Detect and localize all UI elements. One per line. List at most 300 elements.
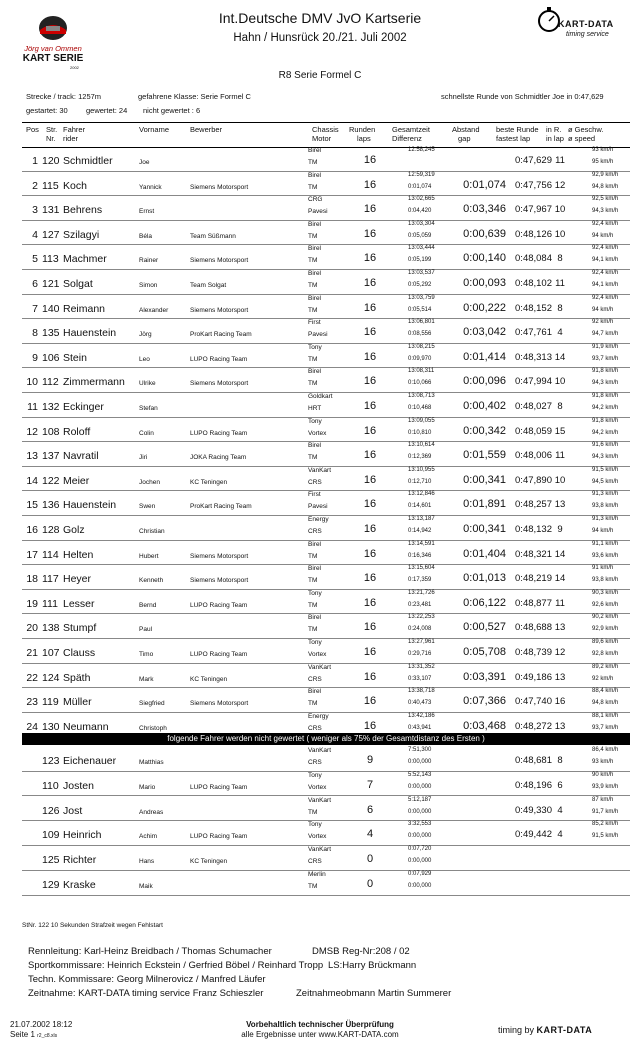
cell-fast: 0:48,102 [515, 278, 552, 289]
cell-first: Kenneth [139, 577, 164, 585]
cell-spd: 93,8 km/h [592, 577, 619, 584]
cell-chassis: Birel [308, 171, 322, 179]
cell-first: Jochen [139, 478, 160, 486]
cell-inlap: 10 [554, 204, 566, 216]
cell-rider: Josten [63, 779, 94, 792]
cell-entrant: JOKA Racing Team [190, 454, 247, 462]
cell-fast: 0:47,994 [515, 376, 552, 388]
cell-entrant: ProKart Racing Team [190, 503, 252, 511]
cell-entrant: Team Solgat [190, 282, 227, 289]
cell-total: 13:09,055 [408, 417, 435, 424]
cell-inlap: 14 [554, 573, 566, 585]
cell-motor: Vortex [308, 833, 327, 841]
cell-entrant: LUPO Racing Team [190, 429, 248, 437]
not-classified-count: nicht gewertet : 6 [143, 106, 201, 115]
cell-fast: 0:48,196 [515, 779, 552, 791]
cell-rider: Heyer [63, 573, 92, 586]
cell-total: 13:13,187 [408, 516, 435, 522]
table-row [22, 613, 630, 639]
table-row [22, 589, 630, 615]
cell-first: Christian [139, 528, 165, 535]
cell-gap: 0:03,346 [463, 203, 506, 216]
cell-motor: Pavesi [308, 208, 328, 216]
cell-total: 13:21,726 [408, 589, 435, 596]
cell-avg: 88,4 km/h [592, 688, 619, 695]
cell-spd: 94,1 km/h [592, 257, 619, 264]
cell-laps: 16 [363, 646, 377, 658]
results-link: alle Ergebnisse unter www.KART-DATA.com [241, 1030, 399, 1039]
cell-entrant: KC Teningen [190, 675, 228, 683]
cell-motor: Vortex [308, 429, 327, 437]
cell-pos: 3 [32, 204, 38, 217]
cell-nr: 117 [42, 573, 59, 586]
cell-rider: Kraske [63, 879, 96, 891]
cell-avg: 92,5 km/h [592, 196, 619, 203]
cell-motor: CRS [308, 675, 322, 683]
cell-nr: 106 [42, 351, 60, 364]
cell-laps: 16 [363, 473, 377, 486]
cell-chassis: VanKart [308, 796, 332, 804]
cell-gap: 0:01,559 [463, 449, 506, 462]
cell-gap: 0:01,074 [463, 178, 506, 191]
cell-laps: 16 [363, 572, 377, 585]
cell-laps: 16 [363, 178, 377, 191]
cell-pos: 17 [26, 548, 38, 561]
cell-chassis: Energy [308, 516, 329, 523]
cell-pos: 15 [26, 499, 38, 512]
cell-motor: TM [308, 577, 318, 585]
cell-avg: 91,8 km/h [592, 417, 619, 424]
cell-inlap: 12 [554, 179, 566, 191]
timekeeping: Zeitnahme: KART-DATA timing service Franz Schieszler [28, 988, 264, 999]
cell-total: 13:06,801 [408, 319, 435, 326]
cell-gap: 0:01,891 [463, 498, 506, 511]
cell-fast: 0:48,219 [515, 573, 552, 585]
cell-avg: 91,3 km/h [592, 516, 619, 522]
cell-chassis: VanKart [308, 846, 332, 854]
cell-nr: 113 [42, 253, 59, 266]
cell-chassis: VanKart [308, 466, 332, 474]
cell-gap: 0:00,639 [463, 227, 506, 240]
cell-inlap: 16 [554, 696, 566, 708]
cell-inlap: 8 [557, 755, 563, 766]
cell-laps: 16 [363, 424, 377, 437]
cell-nr: 107 [42, 647, 60, 659]
cell-pos: 4 [32, 228, 38, 241]
cell-chassis: Tony [308, 771, 322, 779]
cell-first: Swen [139, 503, 156, 511]
cell-gap: 0:00,402 [463, 400, 506, 412]
cell-chassis: Birel [308, 688, 322, 696]
cell-avg: 89,6 km/h [592, 639, 619, 645]
cell-rider: Clauss [63, 647, 96, 659]
cell-first: Leo [139, 355, 150, 363]
cell-spd: 93,6 km/h [592, 552, 619, 559]
cell-fast: 0:47,761 [515, 327, 552, 339]
cell-nr: 125 [42, 854, 60, 867]
timing-brand: KART-DATA [536, 1025, 593, 1035]
cell-nr: 137 [42, 450, 60, 463]
cell-first: Maik [139, 883, 153, 890]
cell-rider: Stein [63, 351, 87, 364]
cell-total: 13:12,846 [408, 491, 435, 498]
cell-fast: 0:48,084 [515, 253, 552, 265]
cell-spd: 91,5 km/h [592, 833, 619, 840]
cell-rider: Neumann [63, 720, 109, 733]
cell-nr: 114 [42, 548, 59, 561]
col-first: Vorname [139, 125, 170, 134]
cell-diff: 0:14,942 [408, 528, 432, 534]
cell-pos: 10 [26, 376, 38, 389]
cell-pos: 20 [26, 622, 38, 635]
cell-avg: 92,9 km/h [592, 171, 619, 178]
cell-pos: 8 [32, 327, 38, 340]
cell-first: Ernst [139, 208, 155, 216]
col-inlap: in R. in lap [546, 125, 564, 143]
cell-chassis: Tony [308, 821, 322, 829]
cell-total: 5:12,187 [408, 796, 432, 803]
cell-first: Siegfried [139, 700, 165, 708]
cell-gap: 0:00,140 [463, 252, 506, 265]
cell-motor: CRS [308, 724, 322, 732]
cell-nr: 140 [42, 302, 60, 315]
cell-nr: 138 [42, 622, 60, 635]
cell-avg: 91,1 km/h [592, 540, 619, 547]
cell-rider: Helten [63, 548, 94, 561]
cell-motor: TM [308, 232, 318, 240]
cell-nr: 136 [42, 499, 60, 512]
started-count: gestartet: 30 [26, 106, 68, 115]
cell-fast: 0:48,027 [515, 401, 552, 412]
cell-laps: 16 [363, 203, 377, 216]
print-date: 21.07.2002 18:12 [10, 1020, 73, 1029]
cell-fast: 0:47,890 [515, 474, 552, 486]
cell-diff: 0:00,000 [408, 858, 432, 865]
cell-motor: TM [308, 183, 318, 191]
cell-chassis: Tony [308, 589, 322, 597]
class-driven: gefahrene Klasse: Serie Formel C [138, 92, 251, 101]
cell-inlap: 13 [554, 720, 566, 732]
cell-chassis: Birel [308, 540, 322, 548]
cell-avg: 91 km/h [592, 565, 614, 572]
cell-chassis: Birel [308, 442, 322, 450]
cell-chassis: CRG [308, 196, 323, 204]
cell-nr: 111 [42, 597, 58, 610]
cell-spd: 93,8 km/h [592, 503, 619, 510]
page-title: Int.Deutsche DMV JvO Kartserie [218, 10, 422, 26]
col-total: Gesamtzeit Differenz [392, 125, 430, 143]
cell-entrant: Siemens Motorsport [190, 577, 249, 585]
cell-spd: 94 km/h [592, 306, 614, 313]
cell-inlap: 8 [557, 401, 563, 412]
cell-first: Stefan [139, 405, 158, 412]
cell-avg: 86,4 km/h [592, 747, 619, 753]
cell-nr: 130 [42, 720, 60, 733]
technical-stewards: Techn. Kommissare: Georg Milnerovicz / Manfred Läufer [28, 974, 266, 985]
cell-rider: Müller [63, 696, 92, 709]
cell-laps: 9 [366, 754, 374, 766]
cell-spd: 94 km/h [592, 528, 614, 534]
cell-nr: 119 [42, 696, 59, 709]
cell-entrant: Siemens Motorsport [190, 552, 249, 560]
cell-first: Bernd [139, 601, 157, 609]
cell-fast: 0:48,257 [515, 499, 552, 511]
cell-diff: 0:05,059 [408, 232, 432, 239]
cell-diff: 0:40,473 [408, 700, 432, 707]
cell-inlap: 10 [554, 376, 566, 388]
cell-diff: 0:05,514 [408, 306, 432, 313]
cell-avg: 90 km/h [592, 771, 614, 778]
cell-spd: 94 km/h [592, 232, 614, 239]
table-row [22, 466, 630, 492]
cell-first: Jörg [139, 331, 152, 339]
cell-avg: 92,4 km/h [592, 294, 619, 301]
logo-name: Jörg van Ommen [24, 44, 82, 53]
cell-entrant: Siemens Motorsport [190, 257, 249, 265]
cell-motor: TM [308, 808, 318, 816]
cell-first: Alexander [139, 306, 169, 314]
cell-motor: CRS [308, 528, 322, 535]
cell-inlap: 14 [554, 548, 566, 560]
cell-nr: 132 [42, 401, 60, 413]
col-rider: Fahrer rider [63, 125, 86, 143]
cell-entrant: Siemens Motorsport [190, 700, 249, 708]
cell-spd: 92,9 km/h [592, 626, 619, 633]
cell-chassis: Tony [308, 639, 322, 646]
footer-brand [498, 1025, 592, 1035]
cell-gap: 0:03,468 [463, 719, 506, 732]
col-entrant: Bewerber [190, 125, 223, 134]
cell-rider: Richter [63, 854, 97, 867]
cell-motor: CRS [308, 759, 322, 766]
cell-laps: 16 [363, 547, 377, 560]
cell-first: Colin [139, 429, 154, 437]
cell-gap: 0:03,391 [463, 670, 506, 683]
cell-total: 13:02,665 [408, 196, 435, 203]
cell-spd: 95 km/h [592, 159, 614, 165]
cell-nr: 135 [42, 327, 60, 340]
kart-data-brand: KART-DATA [558, 19, 614, 29]
cell-chassis: Tony [308, 417, 322, 425]
cell-fast: 0:48,059 [515, 425, 552, 437]
cell-chassis: VanKart [308, 747, 332, 754]
cell-inlap: 13 [554, 622, 566, 634]
cell-laps: 7 [366, 778, 374, 791]
cell-chassis: Birel [308, 270, 322, 277]
cell-chassis: Birel [308, 294, 322, 302]
cell-spd: 94,8 km/h [592, 183, 619, 190]
cell-gap: 0:00,341 [463, 473, 506, 486]
cell-laps: 16 [363, 621, 377, 634]
cell-fast: 0:47,967 [515, 204, 552, 216]
cell-diff: 0:12,369 [408, 454, 432, 461]
cell-total: 3:32,553 [408, 821, 432, 828]
cell-fast: 0:48,272 [515, 720, 552, 732]
cell-motor: TM [308, 380, 318, 388]
cell-total: 0:07,720 [408, 846, 432, 853]
cell-diff: 0:43,941 [408, 724, 432, 731]
cell-gap: 0:00,096 [463, 375, 506, 388]
cell-inlap: 11 [555, 155, 565, 166]
cell-motor: TM [308, 159, 318, 166]
cell-motor: TM [308, 552, 318, 560]
cell-entrant: KC Teningen [190, 858, 228, 866]
cell-first: Yannick [139, 183, 162, 191]
cell-pos: 11 [27, 401, 38, 413]
col-laps: Runden laps [349, 125, 376, 143]
cell-motor: CRS [308, 858, 322, 866]
cell-rider: Hauenstein [63, 327, 117, 340]
cell-spd: 94,1 km/h [592, 282, 619, 288]
cell-first: Matthias [139, 759, 164, 766]
cell-inlap: 14 [554, 351, 566, 363]
cell-fast: 0:48,126 [515, 228, 552, 240]
cell-spd: 93 km/h [592, 759, 614, 765]
page-number: Seite 1 [10, 1030, 35, 1039]
table-row [22, 441, 630, 467]
track-length: Strecke / track: 1257m [26, 92, 102, 101]
cell-motor: TM [308, 454, 318, 462]
cell-spd: 94,3 km/h [592, 380, 619, 387]
cell-total: 13:03,304 [408, 220, 435, 227]
cell-avg: 92,4 km/h [592, 220, 619, 227]
cell-total: 13:31,352 [408, 663, 435, 670]
table-row [22, 318, 630, 344]
cell-fast: 0:48,688 [515, 622, 552, 634]
cell-first: Timo [139, 651, 154, 658]
cell-total: 12:58,245 [408, 147, 435, 153]
cell-gap: 0:00,222 [463, 301, 506, 314]
cell-entrant: KC Teningen [190, 478, 228, 486]
race-director: Rennleitung: Karl-Heinz Breidbach / Thomas Schumacher [28, 946, 272, 957]
cell-avg: 87 km/h [592, 796, 614, 803]
cell-total: 13:03,759 [408, 294, 435, 301]
cell-motor: TM [308, 601, 318, 609]
cell-diff: 0:09,970 [408, 355, 432, 362]
cell-pos: 13 [26, 450, 38, 463]
cell-nr: 121 [42, 278, 60, 290]
cell-first: Rainer [139, 257, 159, 265]
cell-total: 13:08,215 [408, 343, 435, 350]
cell-laps: 16 [363, 719, 377, 732]
cell-motor: Pavesi [308, 503, 328, 511]
not-classified-banner: folgende Fahrer werden nicht gewertet ( weniger als 75% der Gesamtdistanz des Ersten ) [22, 733, 630, 745]
cell-avg: 91,6 km/h [592, 442, 619, 449]
cell-first: Béla [139, 232, 153, 240]
cell-avg: 92 km/h [592, 319, 614, 326]
cell-chassis: First [308, 319, 321, 327]
cell-first: Achim [139, 833, 158, 841]
cell-motor: Vortex [308, 783, 327, 791]
cell-fast: 0:47,740 [515, 696, 552, 708]
cell-chassis: VanKart [308, 663, 332, 671]
cell-inlap: 10 [554, 228, 566, 240]
cell-nr: 122 [42, 474, 60, 487]
cell-laps: 16 [363, 670, 377, 683]
cell-pos: 1 [32, 155, 38, 167]
cell-avg: 85,2 km/h [592, 821, 619, 828]
table-row [22, 220, 630, 246]
cell-laps: 16 [363, 227, 377, 240]
cell-spd: 92,6 km/h [592, 601, 619, 608]
cell-gap: 0:07,366 [463, 695, 506, 708]
cell-laps: 0 [366, 878, 374, 890]
table-row [22, 540, 630, 566]
cell-nr: 128 [42, 524, 60, 536]
table-row [22, 845, 630, 871]
cell-avg: 88,1 km/h [592, 712, 619, 719]
cell-rider: Lesser [63, 597, 95, 610]
cell-laps: 16 [363, 301, 377, 314]
cell-inlap: 8 [557, 302, 563, 314]
cell-laps: 16 [363, 498, 377, 511]
cell-first: Jiri [139, 454, 148, 462]
timing-by-label: timing by [498, 1025, 535, 1035]
logo-year: 2002 [70, 65, 79, 70]
cell-pos: 6 [32, 278, 38, 290]
cell-chassis: Birel [308, 245, 322, 253]
cell-inlap: 4 [557, 327, 563, 339]
cell-diff: 0:12,710 [408, 478, 432, 485]
cell-motor: TM [308, 257, 318, 265]
cell-first: Joe [139, 159, 150, 166]
timekeeper-chief: Zeitnahmeobmann Martin Summerer [296, 988, 452, 999]
cell-spd: 92 km/h [592, 675, 614, 682]
cell-spd: 91,7 km/h [592, 808, 619, 815]
table-row [22, 687, 630, 713]
cell-fast: 0:48,877 [515, 597, 552, 609]
cell-rider: Hauenstein [63, 499, 117, 512]
table-row [22, 638, 630, 664]
col-fast: beste Runde fastest lap [496, 125, 539, 143]
table-row [22, 146, 630, 172]
cell-avg: 92,4 km/h [592, 245, 619, 252]
fastest-lap-info: schnellste Runde von Schmidtler Joe in 0:47,629 [441, 92, 604, 101]
cell-laps: 16 [363, 695, 377, 708]
cell-gap: 0:05,708 [463, 646, 506, 658]
cell-total: 13:08,713 [408, 393, 435, 399]
cell-fast: 0:48,006 [515, 450, 552, 462]
cell-spd: 92,8 km/h [592, 651, 619, 657]
cell-total: 13:15,604 [408, 565, 435, 572]
cell-nr: 124 [42, 671, 60, 684]
cell-rider: Navratil [63, 450, 99, 463]
cell-inlap: 6 [557, 779, 563, 791]
cell-diff: 0:10,810 [408, 429, 432, 436]
cell-rider: Eichenauer [63, 755, 117, 767]
cell-total: 13:10,614 [408, 442, 435, 449]
cell-avg: 89,2 km/h [592, 663, 619, 670]
cell-total: 13:10,955 [408, 466, 435, 473]
cell-pos: 23 [26, 696, 38, 709]
cell-inlap: 8 [557, 253, 563, 265]
col-chassis: Chassis Motor [312, 125, 339, 143]
penalty-note: StNr. 122 10 Sekunden Strafzeit wegen Fehlstart [22, 922, 163, 929]
cell-avg: 91,5 km/h [592, 466, 619, 473]
cell-rider: Späth [63, 671, 91, 684]
cell-rider: Roloff [63, 425, 91, 438]
cell-chassis: Birel [308, 368, 322, 376]
cell-gap: 0:01,013 [463, 572, 506, 585]
cell-diff: 0:00,000 [408, 808, 432, 815]
cell-pos: 7 [32, 302, 38, 315]
cell-gap: 0:00,342 [463, 424, 506, 437]
cell-diff: 0:08,556 [408, 331, 432, 338]
cell-spd: 94,2 km/h [592, 405, 619, 411]
cell-pos: 21 [26, 647, 38, 659]
cell-spd: 94,2 km/h [592, 429, 619, 436]
cell-rider: Machmer [63, 253, 107, 266]
